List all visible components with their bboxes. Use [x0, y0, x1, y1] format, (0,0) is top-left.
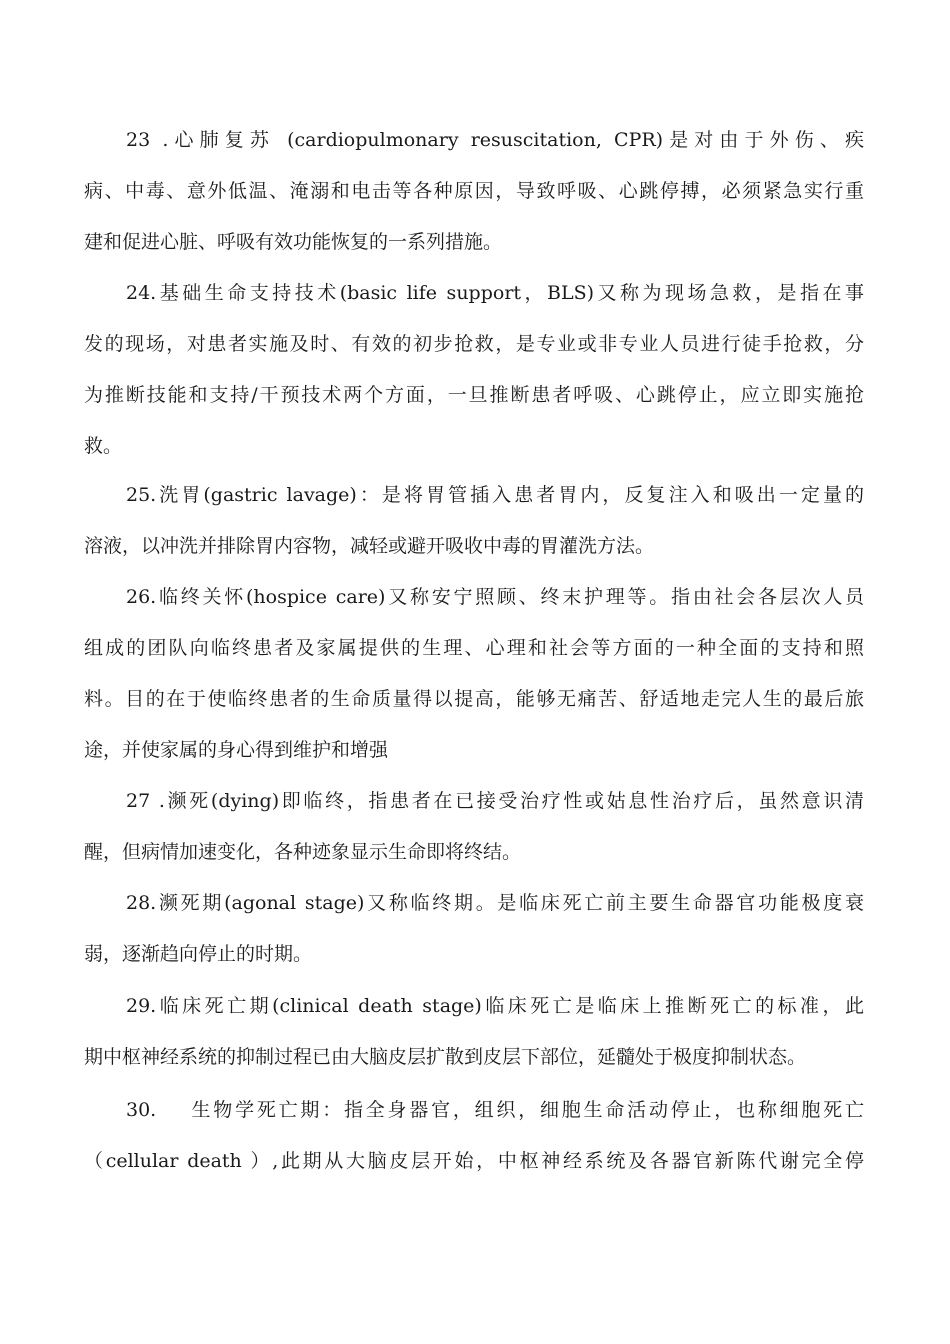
paragraph-line: 料。目的在于使临终患者的生命质量得以提高，能够无痛苦、舒适地走完人生的最后旅 [84, 688, 864, 710]
paragraph-28 [84, 878, 864, 980]
paragraph-line: 弱，逐渐趋向停止的时期。 [84, 943, 313, 965]
paragraph-line: （cellular death ）,此期从大脑皮层开始，中枢神经系统及各器官新陈代谢完全停 [84, 1150, 864, 1172]
paragraph-25 [84, 470, 864, 572]
paragraph-line: 病、中毒、意外低温、淹溺和电击等各种原因，导致呼吸、心跳停搏，必须紧急实行重 [84, 180, 864, 202]
paragraph-line: 期中枢神经系统的抑制过程已由大脑皮层扩散到皮层下部位，延髓处于极度抑制状态。 [84, 1046, 807, 1068]
paragraph-23 [84, 115, 864, 268]
paragraph-line: 建和促进心脏、呼吸有效功能恢复的一系列措施。 [84, 231, 503, 253]
paragraph-line: 24.基础生命支持技术(basic life support，BLS)又称为现场急救，是指在事 [126, 282, 864, 304]
paragraph-29 [84, 981, 864, 1083]
paragraph-line: 途，并使家属的身心得到维护和增强 [84, 739, 389, 761]
paragraph-line: 28.濒死期(agonal stage)又称临终期。是临床死亡前主要生命器官功能极度衰 [126, 892, 864, 914]
paragraph-24 [84, 268, 864, 472]
paragraph-30 [84, 1085, 864, 1187]
paragraph-line: 30. 生物学死亡期：指全身器官，组织，细胞生命活动停止，也称细胞死亡 [126, 1099, 864, 1121]
paragraph-line: 29.临床死亡期(clinical death stage)临床死亡是临床上推断死亡的标准，此 [126, 995, 864, 1017]
paragraph-26 [84, 572, 864, 776]
paragraph-line: 23 .心肺复苏 (cardiopulmonary resuscitation, CPR)是对由于外伤、疾 [126, 129, 864, 151]
paragraph-line: 为推断技能和支持/干预技术两个方面，一旦推断患者呼吸、心跳停止，应立即实施抢 [84, 384, 864, 406]
paragraph-line: 溶液，以冲洗并排除胃内容物，减轻或避开吸收中毒的胃灌洗方法。 [84, 535, 655, 557]
paragraph-line: 25.洗胃(gastric lavage)：是将胃管插入患者胃内，反复注入和吸出一定量的 [126, 484, 864, 506]
paragraph-line: 组成的团队向临终患者及家属提供的生理、心理和社会等方面的一种全面的支持和照 [84, 637, 864, 659]
paragraph-line: 救。 [84, 435, 123, 457]
paragraph-27 [84, 776, 864, 878]
paragraph-line: 发的现场，对患者实施及时、有效的初步抢救，是专业或非专业人员进行徒手抢救，分 [84, 333, 864, 355]
paragraph-line: 26.临终关怀(hospice care)又称安宁照顾、终末护理等。指由社会各层次人员 [126, 586, 864, 608]
paragraph-line: 27 .濒死(dying)即临终，指患者在已接受治疗性或姑息性治疗后，虽然意识清 [126, 790, 864, 812]
paragraph-line: 醒，但病情加速变化，各种迹象显示生命即将终结。 [84, 841, 522, 863]
